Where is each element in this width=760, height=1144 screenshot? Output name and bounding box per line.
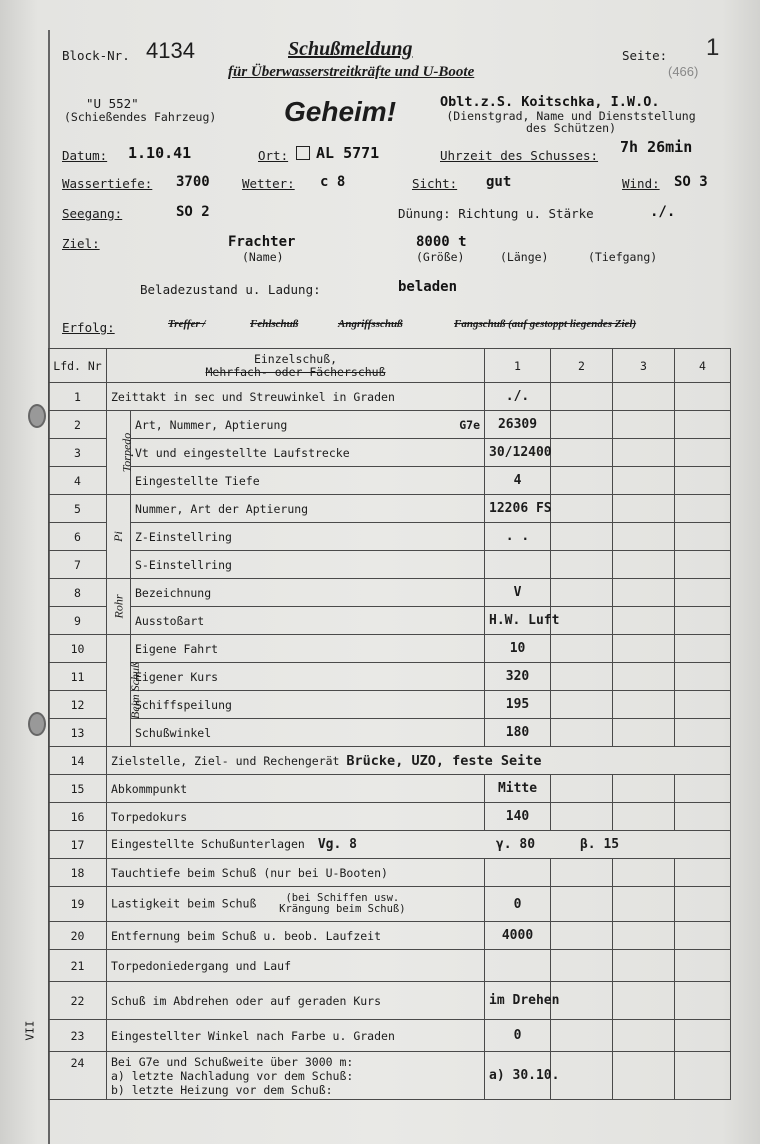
row-label: Bei G7e und Schußweite über 3000 m: a) letzte Nachladung vor dem Schuß: b) letzte Heizung vor dem Schuß: bbox=[107, 1052, 485, 1100]
punch-hole bbox=[28, 712, 46, 736]
row-nr: 18 bbox=[49, 859, 107, 887]
table-row bbox=[49, 831, 731, 859]
row-label: Eigene Fahrt bbox=[131, 635, 485, 663]
row-nr: 21 bbox=[49, 950, 107, 982]
table-row bbox=[49, 663, 731, 691]
row-value: 12206 FS bbox=[485, 495, 551, 523]
table-row bbox=[49, 950, 731, 982]
page-number: 1 bbox=[706, 34, 720, 61]
target-label: Ziel: bbox=[62, 236, 100, 251]
col-title-header bbox=[107, 349, 485, 383]
table-row bbox=[49, 922, 731, 950]
weather-value: c 8 bbox=[320, 174, 346, 190]
table-row bbox=[49, 1052, 731, 1100]
row-nr: 24 bbox=[49, 1052, 107, 1100]
shooter-name: Oblt.z.S. Koitschka, I.W.O. bbox=[440, 94, 660, 110]
sea-label: Seegang: bbox=[62, 206, 123, 221]
table-row bbox=[49, 467, 731, 495]
result-label: Erfolg: bbox=[62, 320, 115, 335]
row-label: Eingestellter Winkel nach Farbe u. Graden bbox=[107, 1020, 485, 1052]
result-attack: Angriffsschuß bbox=[338, 318, 403, 330]
row-value: 30/12400 bbox=[485, 439, 551, 467]
table-row bbox=[49, 691, 731, 719]
col-2-header: 2 bbox=[551, 349, 613, 383]
row-nr: 9 bbox=[49, 607, 107, 635]
table-row bbox=[49, 887, 731, 922]
row-nr: 2 bbox=[49, 411, 107, 439]
row-nr: 5 bbox=[49, 495, 107, 523]
table-header bbox=[49, 349, 731, 383]
date-value: 1.10.41 bbox=[128, 144, 192, 162]
row-value: 0 bbox=[485, 1020, 551, 1052]
result-finishing: Fangschuß (auf gestoppt liegendes Ziel) bbox=[454, 318, 637, 330]
row-value: Mitte bbox=[485, 775, 551, 803]
row-value: Brücke, UZO, feste Seite bbox=[346, 752, 542, 769]
swell-value: ./. bbox=[650, 204, 676, 220]
shooter-caption: (Dienstgrad, Name und Dienststellung des Schützen) bbox=[446, 109, 696, 135]
row-nr: 4 bbox=[49, 467, 107, 495]
row-value: H.W. Luft bbox=[485, 607, 551, 635]
row-nr: 22 bbox=[49, 982, 107, 1020]
target-size: 8000 t bbox=[416, 234, 467, 250]
table-row bbox=[49, 383, 731, 411]
row-value: . . bbox=[485, 523, 551, 551]
table-row bbox=[49, 719, 731, 747]
row-nr: 16 bbox=[49, 803, 107, 831]
load-label: Beladezustand u. Ladung: bbox=[140, 282, 321, 297]
row-label: Art, Nummer, Aptierung G7e bbox=[131, 411, 485, 439]
row-nr: 15 bbox=[49, 775, 107, 803]
row-label: Schußwinkel bbox=[131, 719, 485, 747]
wind-value: SO 3 bbox=[674, 174, 708, 190]
secret-stamp: Geheim! bbox=[284, 96, 397, 127]
place-label: Ort: bbox=[258, 148, 289, 163]
result-hit: Treffer / bbox=[168, 318, 206, 330]
row-label: Entfernung beim Schuß u. beob. Laufzeit bbox=[107, 922, 485, 950]
row-label: Eingestellte Schußunterlagen Vg. 8 γ. 80 β. 15 bbox=[107, 831, 731, 859]
row-label: Eingestellte Tiefe bbox=[131, 467, 485, 495]
row-label: Abkommpunkt bbox=[107, 775, 485, 803]
row-value: V bbox=[485, 579, 551, 607]
block-label: Block-Nr. bbox=[62, 48, 130, 63]
form-subtitle: für Überwasserstreitkräfte und U-Boote bbox=[228, 64, 475, 80]
row-nr: 13 bbox=[49, 719, 107, 747]
sight-value: gut bbox=[486, 174, 512, 190]
row-label: Tauchtiefe beim Schuß (nur bei U-Booten) bbox=[107, 859, 485, 887]
table-row bbox=[49, 1020, 731, 1052]
row-nr: 11 bbox=[49, 663, 107, 691]
row-nr: 20 bbox=[49, 922, 107, 950]
row-nr: 23 bbox=[49, 1020, 107, 1052]
depth-label: Wassertiefe: bbox=[62, 176, 153, 191]
row-nr: 6 bbox=[49, 523, 107, 551]
depth-value: 3700 bbox=[176, 174, 210, 190]
row-nr: 19 bbox=[49, 887, 107, 922]
row-nr: 3 bbox=[49, 439, 107, 467]
table-row bbox=[49, 775, 731, 803]
table-row bbox=[49, 607, 731, 635]
group-torpedo: Torpedo bbox=[107, 411, 131, 495]
table-row bbox=[49, 411, 731, 439]
table-row bbox=[49, 982, 731, 1020]
time-value: 7h 26min bbox=[620, 138, 693, 156]
row-label: Vt und eingestellte Laufstrecke bbox=[131, 439, 485, 467]
row-nr: 14 bbox=[49, 747, 107, 775]
row-nr: 1 bbox=[49, 383, 107, 411]
row-nr: 17 bbox=[49, 831, 107, 859]
table-row bbox=[49, 747, 731, 775]
row-value-2: γ. 80 bbox=[495, 837, 536, 852]
row-label: S-Einstellring bbox=[131, 551, 485, 579]
group-pi: Pi bbox=[107, 495, 131, 579]
page-note: (466) bbox=[668, 64, 699, 79]
row-value: 26309 bbox=[485, 411, 551, 439]
row-value: 320 bbox=[485, 663, 551, 691]
shot-table bbox=[48, 348, 731, 1100]
sight-label: Sicht: bbox=[412, 176, 458, 191]
date-label: Datum: bbox=[62, 148, 108, 163]
group-rohr: Rohr bbox=[107, 579, 131, 635]
row-value bbox=[485, 551, 551, 579]
weather-label: Wetter: bbox=[242, 176, 295, 191]
row-nr: 8 bbox=[49, 579, 107, 607]
row-value: ./. bbox=[485, 383, 551, 411]
table-row bbox=[49, 495, 731, 523]
row-value bbox=[485, 950, 551, 982]
square-icon bbox=[296, 146, 310, 160]
target-size-caption: (Größe) bbox=[416, 250, 465, 264]
row-nr: 7 bbox=[49, 551, 107, 579]
time-label: Uhrzeit des Schusses: bbox=[440, 148, 599, 163]
row-extra: Vg. 8 bbox=[317, 837, 357, 852]
row-label: Zeittakt in sec und Streuwinkel in Graden bbox=[107, 383, 485, 411]
page-label: Seite: bbox=[622, 48, 668, 63]
target-name-caption: (Name) bbox=[242, 250, 284, 264]
row-value: 180 bbox=[485, 719, 551, 747]
row-label: Z-Einstellring bbox=[131, 523, 485, 551]
vessel-caption: (Schießendes Fahrzeug) bbox=[64, 110, 217, 124]
target-length-caption: (Länge) bbox=[500, 250, 549, 264]
row-value: im Drehen bbox=[485, 982, 551, 1020]
col-1-header: 1 bbox=[485, 349, 551, 383]
row-label: Eigener Kurs bbox=[131, 663, 485, 691]
wind-label: Wind: bbox=[622, 176, 660, 191]
table-row bbox=[49, 859, 731, 887]
block-number: 4134 bbox=[146, 38, 195, 63]
col-title-struck: Mehrfach- oder Fächerschuß bbox=[205, 364, 386, 379]
row-value: 0 bbox=[485, 887, 551, 922]
row-value: 4000 bbox=[485, 922, 551, 950]
row-label: Lastigkeit beim Schuß (bei Schiffen usw. Krängung beim Schuß) bbox=[107, 887, 485, 922]
row-label: Ausstoßart bbox=[131, 607, 485, 635]
table-row bbox=[49, 803, 731, 831]
col-lfd-header: Lfd. Nr bbox=[49, 349, 107, 383]
col-3-header: 3 bbox=[613, 349, 675, 383]
col-title: Einzelschuß, bbox=[253, 351, 338, 366]
row-value-3: β. 15 bbox=[579, 837, 620, 852]
table-row bbox=[49, 635, 731, 663]
row-label: Zielstelle, Ziel- und Rechengerät Brücke, UZO, feste Seite bbox=[107, 747, 731, 775]
swell-label: Dünung: Richtung u. Stärke bbox=[398, 206, 594, 221]
row-label: Schuß im Abdrehen oder auf geraden Kurs bbox=[107, 982, 485, 1020]
table-row bbox=[49, 579, 731, 607]
row-label: Torpedoniedergang und Lauf bbox=[107, 950, 485, 982]
row-value: 195 bbox=[485, 691, 551, 719]
row-nr: 10 bbox=[49, 635, 107, 663]
group-beim-schuss: Beim Schuß bbox=[107, 635, 131, 747]
table-row bbox=[49, 551, 731, 579]
row-label: Schiffspeilung bbox=[131, 691, 485, 719]
vessel-name: "U 552" bbox=[86, 96, 139, 111]
place-value: AL 5771 bbox=[316, 144, 380, 162]
target-draft-caption: (Tiefgang) bbox=[588, 250, 658, 264]
load-value: beladen bbox=[398, 279, 458, 295]
row-value: 10 bbox=[485, 635, 551, 663]
row-label: Nummer, Art der Aptierung bbox=[131, 495, 485, 523]
table-row bbox=[49, 439, 731, 467]
form-title: Schußmeldung bbox=[288, 38, 413, 60]
row-value: 140 bbox=[485, 803, 551, 831]
row-value bbox=[485, 859, 551, 887]
row-value: a) 30.10. bbox=[485, 1052, 551, 1100]
row-nr: 12 bbox=[49, 691, 107, 719]
target-name: Frachter bbox=[228, 234, 296, 250]
result-miss: Fehlschuß bbox=[250, 318, 299, 330]
row-label: Bezeichnung bbox=[131, 579, 485, 607]
sea-value: SO 2 bbox=[176, 204, 210, 220]
margin-mark: VII bbox=[23, 1020, 37, 1041]
row-label: Torpedokurs bbox=[107, 803, 485, 831]
col-4-header: 4 bbox=[675, 349, 731, 383]
table-row bbox=[49, 523, 731, 551]
punch-hole bbox=[28, 404, 46, 428]
row-value: 4 bbox=[485, 467, 551, 495]
